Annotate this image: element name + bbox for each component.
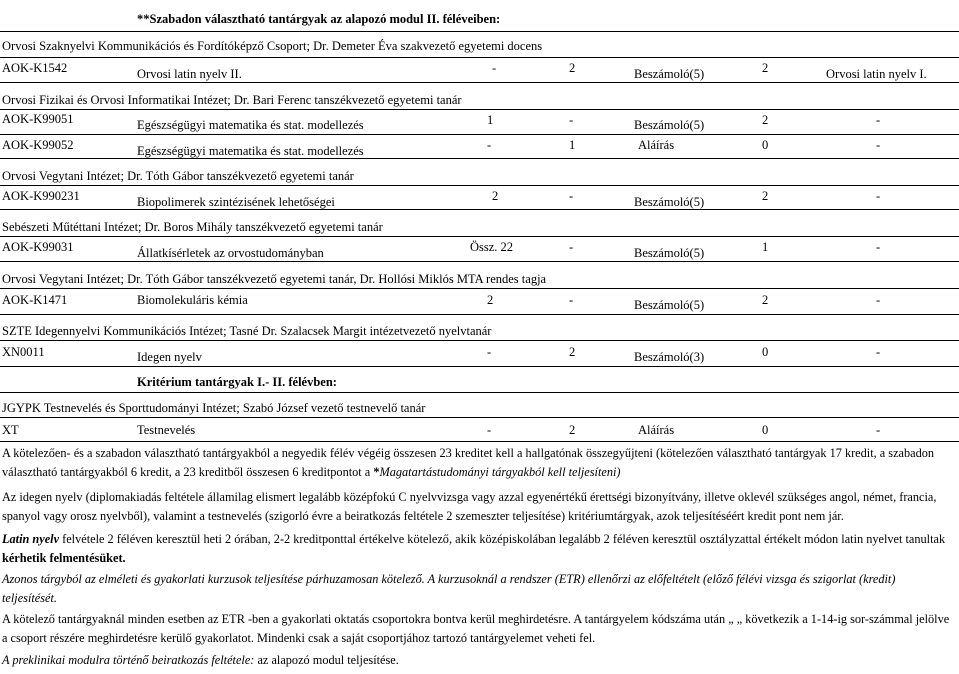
note-latin-label: Latin nyelv [2, 532, 60, 546]
course-code: XT [2, 423, 19, 437]
divider [0, 185, 959, 186]
note-groups: A kötelező tantárgyaknál minden esetben az ETR -ben a gyakorlati oktatás csoportokra bontva kerül meghirdetésre. A tantárgyelem kódszáma után „ „ következik a 1-14-ig sor-számmal jelölve a csoport részére meghirdetésre kerülő gyakorlatot. Mindenki csak a saját csoportjához tartozó tantárgyelemet veheti fel. [2, 612, 950, 645]
hours-lecture: 2 [492, 189, 499, 203]
note-text: A kötelezően- és a szabadon választható tantárgyakból a negyedik félév végéig összesen 23 kreditet kell a hallgatónak összegyűjteni (kötelezően választható tantárgyak 17 kredit, a szabadon választható tantárgyakból 6 kredit, a 23 kreditből összesen 6 kreditpontot a [2, 446, 935, 479]
credit: 0 [762, 423, 769, 437]
divider [0, 109, 959, 110]
prerequisite: - [876, 345, 881, 359]
hours-lecture: 1 [487, 113, 494, 127]
note-text: az alapozó modul teljesítése. [254, 653, 399, 667]
section-title: Orvosi Vegytani Intézet; Dr. Tóth Gábor tanszékvezető egyetemi tanár [2, 169, 354, 183]
divider [0, 57, 959, 58]
note-text: felvétele 2 féléven keresztül heti 2 órában, 2-2 kreditponttal értékelve kötelező, akik középiskolában legalább 2 féléven keresztül osztályzattal értékelt módon latin nyelvet tanultak [59, 532, 946, 546]
course-code: AOK-K990231 [2, 189, 80, 203]
exam-type: Beszámoló(5) [634, 195, 705, 209]
course-name: Egészségügyi matematika és stat. modellezés [137, 144, 364, 158]
divider [0, 288, 959, 289]
section-title: Orvosi Fizikai és Orvosi Informatikai Intézet; Dr. Bari Ferenc tanszékvezető egyetemi tanár [2, 93, 462, 107]
divider [0, 261, 959, 262]
hours-lecture: - [487, 138, 492, 152]
course-code: AOK-K99051 [2, 112, 74, 126]
exam-type: Aláírás [638, 423, 675, 437]
prerequisite: - [876, 293, 881, 307]
hours-lecture: - [492, 61, 497, 75]
divider [0, 340, 959, 341]
hours-practice: 1 [569, 138, 576, 152]
credit: 2 [762, 293, 769, 307]
course-name: Egészségügyi matematika és stat. modellezés [137, 118, 364, 132]
exam-type: Beszámoló(3) [634, 350, 705, 364]
note-preclinical [2, 651, 952, 670]
note-language: Az idegen nyelv (diplomakiadás feltétele államilag elismert legalább középfokú C nyelvvizsga vagy azzal egyenértékű érettségi bizonyítvány, illetve oklevél szükséges angol, német, francia, spanyol vagy orosz nyelvből), valamint a testnevelés (szigorló évre a beiratkozás feltétele 2 szemeszter teljesítése) kritériumtárgyak, azok teljesítéséért kredit pont nem jár. [2, 490, 937, 523]
exam-type: Beszámoló(5) [634, 118, 705, 132]
divider [0, 236, 959, 237]
exam-type: Beszámoló(5) [634, 298, 705, 312]
course-name: Biomolekuláris kémia [137, 293, 248, 307]
prerequisite: - [876, 240, 881, 254]
note-italic: A preklinikai modulra történő beiratkozás feltétele: [2, 653, 255, 667]
credit: 2 [762, 113, 769, 127]
credit: 1 [762, 240, 769, 254]
note-italic: Magatartástudományi tárgyakból kell teljesíteni) [379, 465, 621, 479]
course-code: AOK-K99031 [2, 240, 74, 254]
section-title: Orvosi Vegytani Intézet; Dr. Tóth Gábor tanszékvezető egyetemi tanár, Dr. Hollósi Miklós MTA rendes tagja [2, 272, 547, 286]
credit: 0 [762, 138, 769, 152]
course-code: AOK-K1542 [2, 61, 68, 75]
prerequisite: - [876, 189, 881, 203]
course-name: Testnevelés [137, 423, 196, 437]
prerequisite: - [876, 423, 881, 437]
section-title: Sebészeti Műtéttani Intézet; Dr. Boros Mihály tanszékvezető egyetemi tanár [2, 220, 383, 234]
page-header: **Szabadon választható tantárgyak az alapozó modul II. féléveiben: [137, 12, 501, 26]
credit: 0 [762, 345, 769, 359]
hours-lecture: Össz. 22 [470, 240, 514, 254]
course-name: Állatkísérletek az orvostudományban [137, 246, 324, 260]
credit: 2 [762, 189, 769, 203]
section-title: SZTE Idegennyelvi Kommunikációs Intézet; Tasné Dr. Szalacsek Margit intézetvezető nyelvtanár [2, 324, 492, 338]
hours-lecture: 2 [487, 293, 494, 307]
hours-practice: - [569, 113, 574, 127]
course-name: Idegen nyelv [137, 350, 202, 364]
section-title: JGYPK Testnevelés és Sporttudományi Intézet; Szabó József vezető testnevelő tanár [2, 401, 426, 415]
prerequisite: - [876, 138, 881, 152]
divider [0, 314, 959, 315]
course-code: AOK-K1471 [2, 293, 68, 307]
divider [0, 158, 959, 159]
note-parallel: Azonos tárgyból az elméleti és gyakorlati kurzusok teljesítése párhuzamosan kötelező. A kurzusoknál a rendszer (ETR) ellenőrzi az előfeltételt (előző félévi vizsga és szigorlat (kredit) teljesítését. [2, 572, 896, 605]
hours-lecture: - [487, 345, 492, 359]
course-name: Biopolimerek szintézisének lehetőségei [137, 195, 335, 209]
divider [0, 392, 959, 393]
note-latin [2, 530, 952, 568]
note-asterisk: * [373, 465, 380, 479]
section-title: Orvosi Szaknyelvi Kommunikációs és Fordítóképző Csoport; Dr. Demeter Éva szakvezető egyetemi docens [2, 39, 543, 53]
criteria-heading: Kritérium tantárgyak I.- II. félévben: [137, 375, 337, 389]
hours-practice: - [569, 189, 574, 203]
course-name: Orvosi latin nyelv II. [137, 67, 242, 81]
note-bold: kérhetik felmentésüket. [2, 551, 126, 565]
hours-lecture: - [487, 423, 492, 437]
divider [0, 366, 959, 367]
course-code: XN0011 [2, 345, 45, 359]
exam-type: Beszámoló(5) [634, 246, 705, 260]
hours-practice: 2 [569, 423, 576, 437]
divider [0, 417, 959, 418]
exam-type: Beszámoló(5) [634, 67, 705, 81]
hours-practice: 2 [569, 345, 576, 359]
divider [0, 31, 959, 32]
hours-practice: 2 [569, 61, 576, 75]
divider [0, 134, 959, 135]
hours-practice: - [569, 240, 574, 254]
exam-type: Aláírás [638, 138, 675, 152]
prerequisite: Orvosi latin nyelv I. [826, 67, 927, 81]
note-credits [2, 444, 952, 482]
divider [0, 82, 959, 83]
credit: 2 [762, 61, 769, 75]
divider [0, 441, 959, 442]
prerequisite: - [876, 113, 881, 127]
divider [0, 209, 959, 210]
course-code: AOK-K99052 [2, 138, 74, 152]
hours-practice: - [569, 293, 574, 307]
